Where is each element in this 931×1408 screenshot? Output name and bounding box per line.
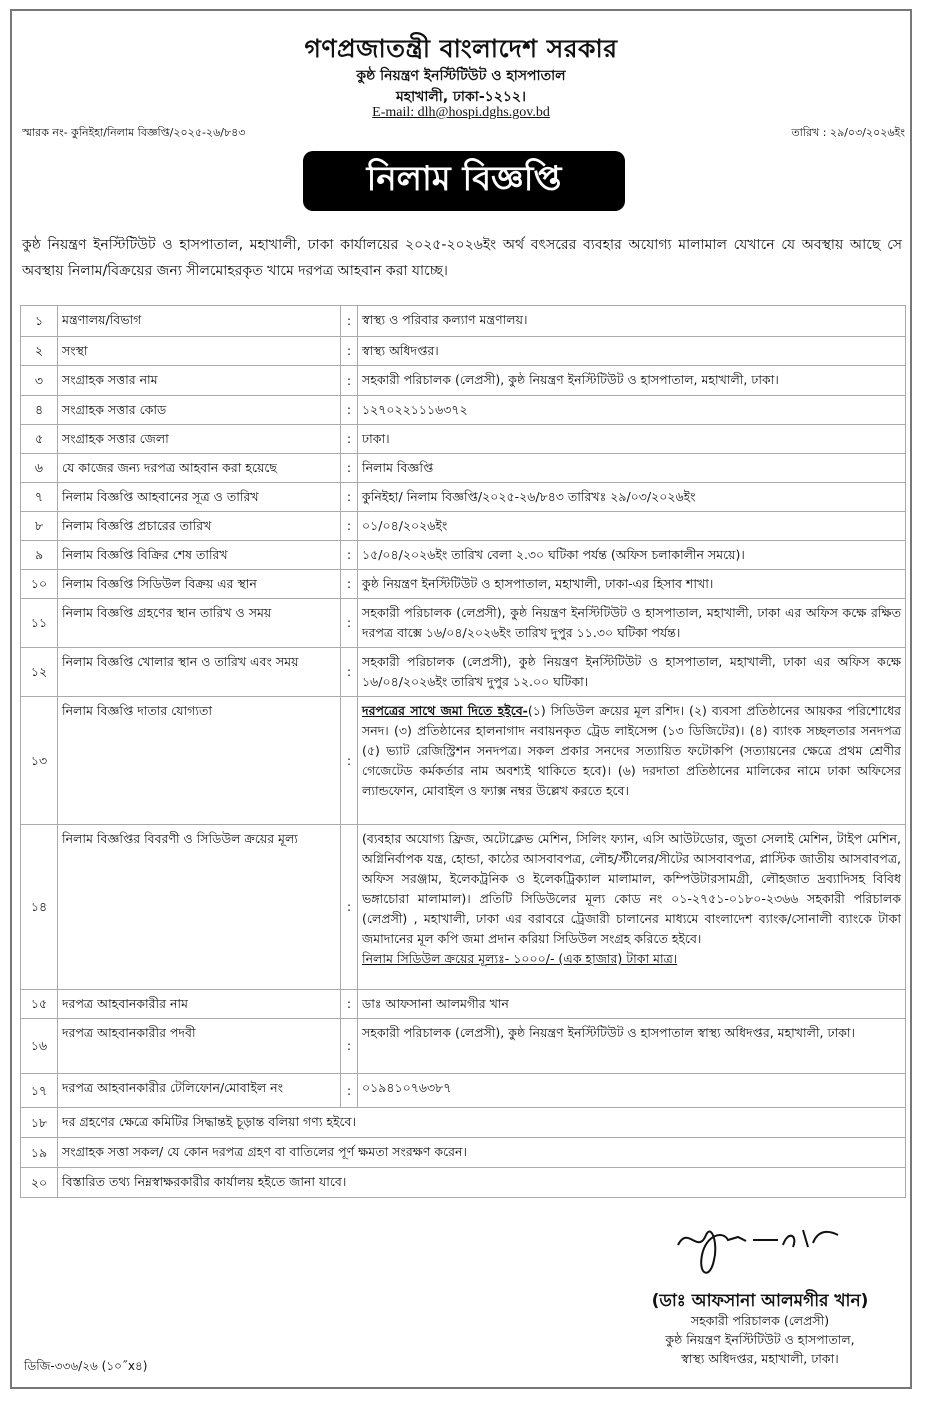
row-value bbox=[358, 570, 906, 599]
notice-details-table bbox=[20, 305, 906, 1198]
row-value bbox=[358, 541, 906, 570]
row-number: ১৯ bbox=[21, 1138, 58, 1168]
table-row bbox=[21, 454, 906, 483]
row-number: ১ bbox=[21, 306, 58, 337]
row-value bbox=[358, 512, 906, 541]
signatory-office: কুষ্ঠ নিয়ন্ত্রণ ইনস্টিটিউট ও হাসপাতাল, bbox=[665, 1332, 855, 1347]
row-number: ১৩ bbox=[21, 697, 58, 825]
value-text: কুষ্ঠ নিয়ন্ত্রণ ইনস্টিটিউট ও হাসপাতাল, মহাখালী, ঢাকা-এর হিসাব শাখা। bbox=[362, 576, 714, 591]
handwritten-signature bbox=[668, 1215, 848, 1285]
table-row bbox=[21, 1074, 906, 1108]
value-text: ০১৯৪১০৭৬৩৮৭ bbox=[362, 1080, 452, 1095]
notice-date: তারিখ : ২৯/০৩/২০২৬ইং bbox=[791, 126, 905, 139]
row-number: ২ bbox=[21, 337, 58, 366]
row-colon: : bbox=[341, 599, 358, 648]
row-label: নিলাম বিজ্ঞপ্তি গ্রহণের স্থান তারিখ ও সময় bbox=[58, 599, 341, 648]
intro-paragraph: কুষ্ঠ নিয়ন্ত্রণ ইনস্টিটিউট ও হাসপাতাল, মহাখালী, ঢাকা কার্যালয়ের ২০২৫-২০২৬ইং অর্থ বৎসরের ব্যবহার অযোগ্য মালামাল যেখানে যে অবস্থায় আছে সে অবস্থায় নিলাম/বিক্রয়ের জন্য সীলমোহরকৃত খামে দরপত্র আহবান করা যাচ্ছে। bbox=[22, 237, 902, 279]
email-link[interactable]: E-mail: dlh@hospi.dghs.gov.bd bbox=[372, 105, 550, 120]
value-text: ১২৭০২২১১১৬৩৭২ bbox=[362, 402, 468, 417]
row-label: নিলাম বিজ্ঞপ্তি খোলার স্থান ও তারিখ এবং সময় bbox=[58, 648, 341, 697]
row-value bbox=[358, 425, 906, 454]
row-colon: : bbox=[341, 366, 358, 396]
row-full-text: সংগ্রাহক সত্তা সকল/ যে কোন দরপত্র গ্রহণ বা বাতিলের পূর্ণ ক্ষমতা সংরক্ষণ করেন। bbox=[58, 1138, 906, 1168]
row-number: ৪ bbox=[21, 396, 58, 425]
row-colon: : bbox=[341, 512, 358, 541]
row-value bbox=[358, 825, 906, 990]
row-number: ১৫ bbox=[21, 990, 58, 1019]
row-value bbox=[358, 454, 906, 483]
row-label: নিলাম বিজ্ঞপ্তি দাতার যোগ্যতা bbox=[58, 697, 341, 825]
row-number: ১১ bbox=[21, 599, 58, 648]
value-text: (১) সিডিউল ক্রয়ের মূল রশিদ। (২) ব্যবসা প্রতিষ্ঠানের আয়কর পরিশোধের সনদ। (৩) প্রতিষ্ঠানের হালনাগাদ নবায়নকৃত ট্রেড লাইসেন্স (১৩ ডিজিটের)। (৪) ব্যাংক সচ্ছলতার সনদপত্র (৫) ভ্যাট রেজিস্ট্রিশন সনদপত্র। সকল প্রকার সনদের সত্যায়িত ফটোকপি (সত্যায়নের ক্ষেত্রে প্রথম শ্রেণীর গেজেটেড কর্মকর্তার নাম অবশ্যই থাকিতে হবে)। (৬) দরদাতা প্রতিষ্ঠানের মালিকের নামে ঢাকা অফিসের ল্যান্ডফোন, মোবাইল ও ফ্যাক্স নম্বর উল্লেখ করতে হবে। bbox=[362, 703, 901, 798]
table-row bbox=[21, 541, 906, 570]
row-label: দরপত্র আহবানকারীর টেলিফোন/মোবাইল নং bbox=[58, 1074, 341, 1108]
row-label: মন্ত্রণালয়/বিভাগ bbox=[58, 306, 341, 337]
signatory-address: স্বাস্থ্য অধিদপ্তর, মহাখালী, ঢাকা। bbox=[681, 1351, 839, 1366]
row-value bbox=[358, 306, 906, 337]
row-label: সংগ্রাহক সত্তার নাম bbox=[58, 366, 341, 396]
signatory-name: (ডাঃ আফসানা আলমগীর খান) bbox=[651, 1291, 869, 1311]
table-row bbox=[21, 599, 906, 648]
table-row bbox=[21, 570, 906, 599]
value-text: সহকারী পরিচালক (লেপ্রসী), কুষ্ঠ নিয়ন্ত্রণ ইনস্টিটিউট ও হাসপাতাল স্বাস্থ্য অধিদপ্তর, মহাখালী, ঢাকা। bbox=[362, 1025, 856, 1040]
table-row bbox=[21, 990, 906, 1019]
table-row bbox=[21, 1138, 906, 1168]
row-colon: : bbox=[341, 570, 358, 599]
value-text: (ব্যবহার অযোগ্য ফ্রিজ, অটোক্লেভ মেশিন, সিলিং ফ্যান, এসি আউটডোর, জুতা সেলাই মেশিন, টাইপ মেশিন, অগ্নিনির্বাপক যন্ত্র, হোন্ডা, কাঠের আসবাবপত্র, লৌহ/স্টীলের/সীটের আসবাবপত্র, প্লাস্টিক জাতীয় আসবাবপত্র, অফিস সরঞ্জাম, ইলেকট্রনিক ও ইলেকট্রিক্যাল মালামাল, কম্পিউটারসামগ্রী, লৌহজাত দ্রব্যাদিসহ বিবিধ ভঙ্গাচোরা মালামাল)। প্রতিটি সিডিউলের মূল্য কোড নং ০১-২৭৫১-০১৮০-২৩৬৬ সহকারী পরিচালক (লেপ্রসী) , মহাখালী, ঢাকা এর বরাবরে ট্রেজারী চালানের মাধ্যমে বাংলাদেশ ব্যাংক/সোনালী ব্যাংকে টাকা জমাদানের মূল কপি জমা প্রদান করিয়া সিডিউল সংগ্রহ করিতে হইবে। bbox=[362, 831, 901, 946]
row-colon: : bbox=[341, 396, 358, 425]
row-label: দরপত্র আহবানকারীর নাম bbox=[58, 990, 341, 1019]
row-label: নিলাম বিজ্ঞপ্তি সিডিউল বিক্রয় এর স্থান bbox=[58, 570, 341, 599]
row-number: ১৬ bbox=[21, 1019, 58, 1074]
row-value bbox=[358, 1019, 906, 1074]
table-row bbox=[21, 1019, 906, 1074]
row-number: ২০ bbox=[21, 1168, 58, 1198]
row-value bbox=[358, 396, 906, 425]
value-text: ১৫/০৪/২০২৬ইং তারিখ বেলা ২.৩০ ঘটিকা পর্যন্ত (অফিস চলাকালীন সময়ে)। bbox=[362, 547, 745, 562]
row-label: সংগ্রাহক সত্তার কোড bbox=[58, 396, 341, 425]
value-text: সহকারী পরিচালক (লেপ্রসী), কুষ্ঠ নিয়ন্ত্রণ ইনস্টিটিউট ও হাসপাতাল, মহাখালী, ঢাকা এর অফিস কক্ষে ১৬/০৪/২০২৬ইং তারিখ দুপুর ১২.০০ ঘটিকা। bbox=[362, 654, 901, 689]
row-number: ৭ bbox=[21, 483, 58, 512]
value-text: ০১/০৪/২০২৬ইং bbox=[362, 518, 448, 533]
row-colon: : bbox=[341, 1074, 358, 1108]
table-row bbox=[21, 1168, 906, 1198]
row-label: নিলাম বিজ্ঞপ্তির বিবরণী ও সিডিউল ক্রয়ের মূল্য bbox=[58, 825, 341, 990]
row-number: ১৭ bbox=[21, 1074, 58, 1108]
row-value bbox=[358, 599, 906, 648]
row-label: যে কাজের জন্য দরপত্র আহবান করা হয়েছে bbox=[58, 454, 341, 483]
table-row bbox=[21, 1108, 906, 1138]
row-value bbox=[358, 648, 906, 697]
value-text: ডাঃ আফসানা আলমগীর খান bbox=[362, 996, 509, 1011]
row-colon: : bbox=[341, 990, 358, 1019]
row-colon: : bbox=[341, 541, 358, 570]
table-row bbox=[21, 483, 906, 512]
row-number: ১০ bbox=[21, 570, 58, 599]
signatory-block bbox=[620, 1292, 900, 1368]
table-row bbox=[21, 697, 906, 825]
row-colon: : bbox=[341, 648, 358, 697]
signatory-designation: সহকারী পরিচালক (লেপ্রসী) bbox=[690, 1313, 830, 1328]
memo-number: স্মারক নং- কুনিইহা/নিলাম বিজ্ঞপ্তি/২০২৫-২৬/৮৪৩ bbox=[22, 126, 246, 139]
table-row bbox=[21, 512, 906, 541]
value-text: কুনিইহা/ নিলাম বিজ্ঞপ্তি/২০২৫-২৬/৮৪৩ তারিখঃ ২৯/০৩/২০২৬ইং bbox=[362, 489, 696, 504]
notice-title: নিলাম বিজ্ঞপ্তি bbox=[303, 151, 625, 211]
footer-code: ডিজি-৩৩৬/২৬ (১০˝x৪) bbox=[24, 1359, 148, 1373]
row-value bbox=[358, 1074, 906, 1108]
value-lead: দরপত্রের সাথে জমা দিতে হইবে- bbox=[362, 703, 528, 718]
row-full-text: দর গ্রহণের ক্ষেত্রে কমিটির সিদ্ধান্তই চূড়ান্ত বলিয়া গণ্য হইবে। bbox=[58, 1108, 906, 1138]
table-row bbox=[21, 366, 906, 396]
row-colon: : bbox=[341, 825, 358, 990]
institute-address: মহাখালী, ঢাকা-১২১২। bbox=[395, 89, 527, 105]
row-number: ১২ bbox=[21, 648, 58, 697]
table-row bbox=[21, 396, 906, 425]
row-number: ৫ bbox=[21, 425, 58, 454]
row-label: নিলাম বিজ্ঞপ্তি প্রচারের তারিখ bbox=[58, 512, 341, 541]
row-number: ৬ bbox=[21, 454, 58, 483]
table-row bbox=[21, 825, 906, 990]
row-number: ৯ bbox=[21, 541, 58, 570]
row-colon: : bbox=[341, 1019, 358, 1074]
row-value bbox=[358, 366, 906, 396]
row-colon: : bbox=[341, 483, 358, 512]
value-text: স্বাস্থ্য ও পরিবার কল্যাণ মন্ত্রণালয়। bbox=[362, 312, 528, 327]
row-number: ৩ bbox=[21, 366, 58, 396]
government-title: গণপ্রজাতন্ত্রী বাংলাদেশ সরকার bbox=[304, 34, 618, 63]
table-row bbox=[21, 337, 906, 366]
table-row bbox=[21, 425, 906, 454]
row-label: সংগ্রাহক সত্তার জেলা bbox=[58, 425, 341, 454]
row-colon: : bbox=[341, 306, 358, 337]
row-colon: : bbox=[341, 337, 358, 366]
row-label: নিলাম বিজ্ঞপ্তি বিক্রির শেষ তারিখ bbox=[58, 541, 341, 570]
row-colon: : bbox=[341, 454, 358, 483]
row-value bbox=[358, 697, 906, 825]
row-value bbox=[358, 337, 906, 366]
row-value bbox=[358, 483, 906, 512]
row-label: দরপত্র আহবানকারীর পদবী bbox=[58, 1019, 341, 1074]
row-label: নিলাম বিজ্ঞপ্তি আহবানের সূত্র ও তারিখ bbox=[58, 483, 341, 512]
row-value bbox=[358, 990, 906, 1019]
row-colon: : bbox=[341, 697, 358, 825]
row-label: সংস্থা bbox=[58, 337, 341, 366]
value-text: সহকারী পরিচালক (লেপ্রসী), কুষ্ঠ নিয়ন্ত্রণ ইনস্টিটিউট ও হাসপাতাল, মহাখালী, ঢাকা এর অফিস কক্ষে রক্ষিত দরপত্র বাক্সে ১৬/০৪/২০২৬ইং তারিখ দুপুর ১১.৩০ ঘটিকা পর্যন্ত। bbox=[362, 605, 901, 640]
table-row bbox=[21, 306, 906, 337]
value-text: নিলাম বিজ্ঞপ্তি bbox=[362, 460, 434, 475]
institute-name: কুষ্ঠ নিয়ন্ত্রণ ইনস্টিটিউট ও হাসপাতাল bbox=[356, 68, 566, 84]
value-text: ঢাকা। bbox=[362, 431, 390, 446]
row-full-text: বিস্তারিত তথ্য নিম্নস্বাক্ষরকারীর কার্যালয় হইতে জানা যাবে। bbox=[58, 1168, 906, 1198]
value-text: স্বাস্থ্য অধিদপ্তর। bbox=[362, 343, 439, 358]
row-colon: : bbox=[341, 425, 358, 454]
schedule-price: নিলাম সিডিউল ক্রয়ের মূল্যঃ- ১০০০/- (এক হাজার) টাকা মাত্র। bbox=[362, 951, 678, 966]
row-number: ৮ bbox=[21, 512, 58, 541]
table-row bbox=[21, 648, 906, 697]
row-number: ১৮ bbox=[21, 1108, 58, 1138]
row-number: ১৪ bbox=[21, 825, 58, 990]
value-text: সহকারী পরিচালক (লেপ্রসী), কুষ্ঠ নিয়ন্ত্রণ ইনস্টিটিউট ও হাসপাতাল, মহাখালী, ঢাকা। bbox=[362, 372, 779, 387]
